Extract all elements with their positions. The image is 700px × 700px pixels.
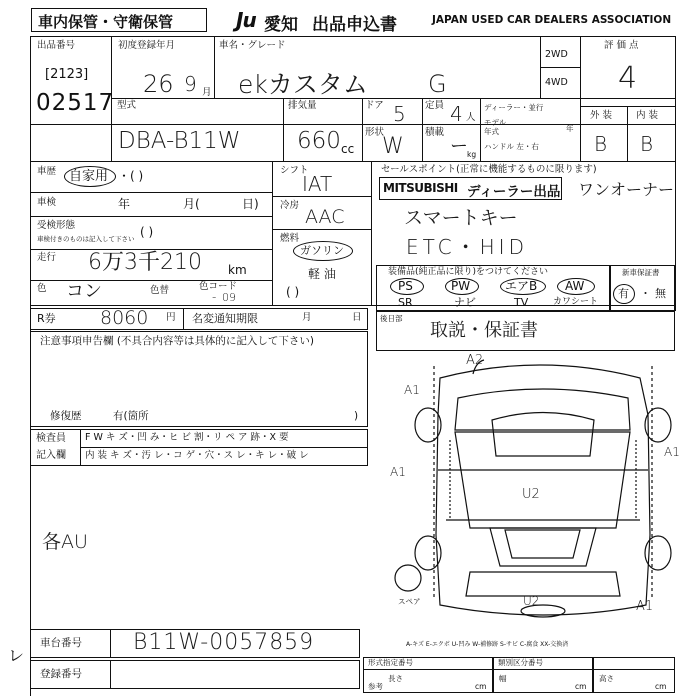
repair-close: ) [354,410,359,422]
smart-key: スマートキー [404,207,518,229]
fuel-value: ガソリン [300,244,344,257]
drive-2wd: 2WD [545,49,568,60]
cooling-label: 冷房 [280,200,300,211]
mark-rear: U2 [523,594,540,608]
registration-month: 9 [184,72,197,96]
association-name: JAPAN USED CAR DEALERS ASSOCIATION [432,14,672,26]
load-value: ー [450,136,468,157]
free-notes-value: 各AU [42,531,88,553]
displacement-value: 660 [297,128,341,154]
displacement-unit: cc [341,142,355,156]
later-notes-label: 後日部 [380,314,403,323]
receipt-tail: ( ) [140,225,154,239]
fuel-label: 燃料 [280,233,300,244]
class-spec-label: 類別区分番号 [498,658,543,667]
interior-label: 内 装 [636,110,659,121]
handle-label: ハンドル 左・右 [484,142,539,151]
history-label: 車歴 [37,166,57,177]
etc-hid: ETC・HID [406,235,528,259]
fuel-paren: ( ) [286,285,300,299]
capacity-label: 定員 [425,100,445,111]
warranty-label: 新車保証書 [622,268,660,277]
later-notes-value: 取説・保証書 [430,320,538,341]
capacity-unit: 人 [466,112,476,123]
damage-legend: A-キズ E-エクボ U-凹み W-補修跡 S-サビ C-腐食 XX-交換済 [406,641,569,648]
mileage-value: 6万3千210 [88,250,202,275]
transfer-month: 月 [302,312,312,323]
spare-label: スペア [398,597,421,606]
history-value: 自家用 [69,169,109,184]
recycle-value: 8060 [100,307,149,329]
drive-4wd: 4WD [545,77,568,88]
doors-label: ドア [365,100,384,111]
displacement-label: 排気量 [288,100,317,111]
color-code-label: 色コード [199,281,238,292]
mitsubishi-brand: MITSUBISHI [383,181,458,195]
repair-label: 修復歴 [50,410,82,422]
model-year2-label: 年式 [484,127,499,136]
inspection-label: 車検 [37,197,57,208]
car-name-value: ekカスタム [238,70,368,99]
shift-label: シフト [280,165,309,176]
recycle-unit: 円 [166,312,176,323]
equip-ps: PS [398,279,413,293]
transfer-label: 名変通知期限 [192,312,258,325]
length-unit: cm [475,682,487,691]
plate-label: 登録番号 [40,668,82,680]
equip-sr: SR [398,296,413,309]
shift-value: IAT [302,172,333,196]
warranty-no: 無 [655,287,666,300]
equip-aw: AW [565,279,585,293]
equip-airbag: エアB [505,279,538,293]
mark-bottom-right: A1 [636,599,654,614]
inspection-month: 月( [183,197,200,211]
chassis-value: B11W-0057859 [133,630,315,655]
receipt-label: 受検形態 [37,220,76,231]
form-spec-label: 形式指定番号 [368,658,413,667]
color-code-mark: - [212,290,217,304]
org-name: 愛知 [264,15,298,35]
recycle-label: R券 [37,312,56,325]
inspection-day: 日) [242,197,259,211]
inspector-label2: 記入欄 [36,450,66,461]
history-tail: ・( ) [118,169,144,183]
storage-label: 車内保管・守衛保管 [38,13,174,31]
first-registration-label: 初度登録年月 [118,40,176,51]
registration-year: 26 [143,70,174,98]
mark-right1: A1 [664,445,680,459]
repair-value: 有(箇所 [113,410,149,422]
warranty-yes: 有 [618,287,629,300]
mileage-label: 走行 [37,252,57,263]
inspection-year: 年 [118,197,131,211]
warranty-sep: ・ [640,287,651,300]
model-year-label: モデル [484,118,507,127]
type-value: DBA-B11W [118,128,241,154]
rating-label: 評 価 点 [604,40,639,51]
transfer-day: 日 [352,312,362,323]
mark-left1: A1 [404,383,420,397]
height-unit: cm [655,682,667,691]
margin-mark: レ [8,646,25,665]
interior-row: 内 装 キ ズ・汚 レ・コ ゲ・穴・ス レ・キ レ・破 レ [85,450,309,461]
type-label: 型式 [117,100,137,111]
color-code-value: 09 [222,291,236,304]
receipt-sublabel: 車検付きのものは記入して下さい [37,235,135,243]
grade-value: G [428,70,447,98]
fw-row: F W キ ズ・凹 み・ヒ ビ 割・リ ペ ア 跡・X 要 [85,432,289,443]
exterior-grade: B [594,132,608,156]
mark-front: A2 [466,353,484,368]
mark-left2: A1 [390,465,406,479]
ju-logo: Ju [236,8,256,32]
capacity-value: 4 [450,102,463,126]
one-owner: ワンオーナー [578,180,675,199]
shape-label: 形状 [365,127,385,138]
equip-pw: PW [451,279,471,293]
lot-number-label: 出品番号 [37,40,76,51]
width-label: 幅 [499,674,507,683]
lot-number: 02517 [36,90,115,116]
lot-bracket-code: [2123] [45,67,89,82]
equip-tv: TV [514,296,529,309]
equip-navi: ナビ [454,296,476,309]
exterior-label: 外 装 [590,110,613,121]
dealer-label: ディーラー・並行 [484,103,544,112]
mileage-unit: km [228,263,247,277]
load-unit: kg [467,150,477,159]
equip-seat: カワシート [553,297,599,307]
month-unit: 月 [202,87,212,98]
inspector-label: 検査員 [36,433,66,444]
rating-value: 4 [618,61,638,96]
shape-value: W [382,134,404,159]
color-value: コン [66,281,102,302]
height-label: 高さ [599,674,614,683]
load-label: 積載 [425,127,445,138]
mark-center: U2 [522,487,540,502]
color-label: 色 [37,283,47,294]
model-year-unit: 年 [566,124,574,133]
reference-label: 参考 [368,682,383,691]
cooling-value: AAC [305,206,345,228]
interior-grade: B [640,132,654,156]
caution-label: 注意事項申告欄 (不具合内容等は具体的に記入して下さい) [40,335,315,347]
fuel-alt: 軽 油 [308,267,336,281]
width-unit: cm [575,682,587,691]
length-label: 長さ [388,674,403,683]
dealer-tag: ディーラー出品 [467,184,561,200]
car-name-label: 車名・グレード [219,40,286,51]
sales-point-label: セールスポイント(正常に機能するものに限ります) [381,164,597,175]
doors-value: 5 [393,102,406,126]
chassis-label: 車台番号 [40,637,82,649]
form-title: 出品申込書 [312,15,397,35]
color-change-label: 色替 [150,285,170,296]
equipment-label: 装備品(純正品に限り)をつけてください [388,267,549,277]
